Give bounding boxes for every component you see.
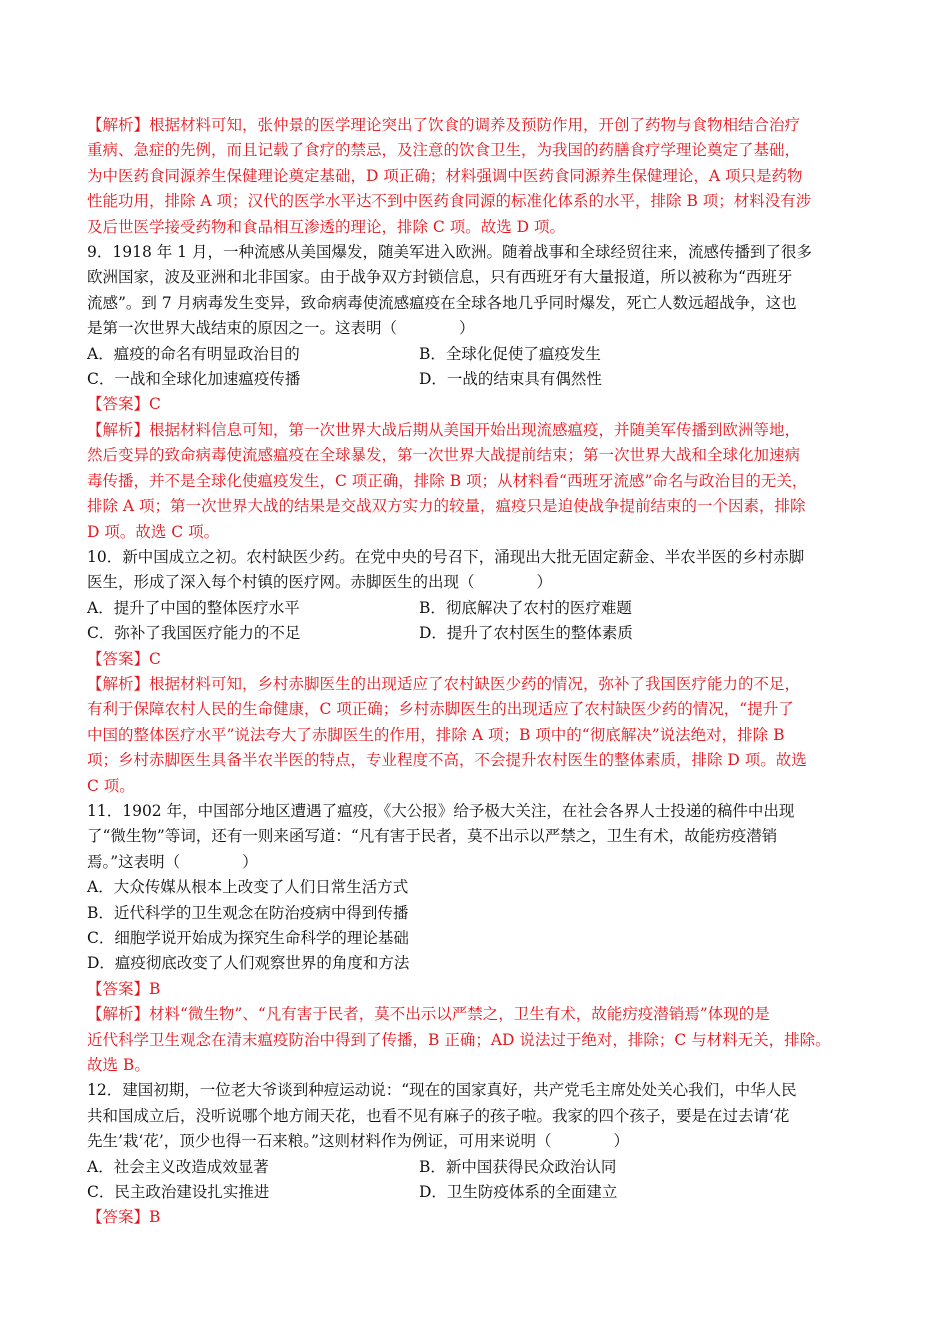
question-stem [87,1078,877,1154]
analysis-block [87,418,877,545]
answer-line: 【答案】C [87,649,161,668]
analysis-line: 【解析】根据材料信息可知，第一次世界大战后期从美国开始出现流感瘟疫，并随美军传播到欧洲等地， [87,420,801,439]
answer-block [87,977,877,1002]
analysis-line: 【解析】根据材料可知，乡村赤脚医生的出现适应了农村缺医少药的情况，弥补了我国医疗能力的不足， [87,674,801,693]
analysis-line: 然后变异的致命病毒使流感瘟疫在全球暴发，第一次世界大战提前结束；第一次世界大战和全球化加速病 [87,446,801,465]
analysis-block [87,672,877,799]
question-line: 了“微生物”等词，还有一则来函写道：“凡有害于民者，莫不出示以严禁之，卫生有术，故能疠疫潜销 [87,827,778,846]
analysis-line: 项；乡村赤脚医生具备半农半医的特点，专业程度不高，不会提升农村医生的整体素质，排除 D 项。故选 [87,751,807,770]
answer-block [87,647,877,672]
analysis-line: 中国的整体医疗水平”说法夸大了赤脚医生的作用，排除 A 项；B 项中的“彻底解决”说法绝对，排除 B [87,725,785,744]
question-stem [87,799,877,875]
analysis-line: 重病、急症的先例，而且记载了食疗的禁忌，及注意的饮食卫生，为我国的药膳食疗学理论奠定了基础， [87,141,801,160]
question-line: 医生，形成了深入每个村镇的医疗网。赤脚医生的出现（ ） [87,573,553,592]
analysis-line: 有利于保障农村人民的生命健康，C 项正确；乡村赤脚医生的出现适应了农村缺医少药的情况，“提升了 [87,700,794,719]
analysis-line: 毒传播，并不是全球化使瘟疫发生，C 项正确，排除 B 项；从材料看“西班牙流感”命名与政治目的无关， [87,471,808,490]
options-grid [87,1155,877,1206]
question-line: 欧洲国家，波及亚洲和北非国家。由于战争双方封锁信息，只有西班牙有大量报道，所以被称为“西班牙 [87,268,793,287]
options-row [87,342,877,367]
answer-line: 【答案】C [87,395,161,414]
question-line: 9．1918 年 1 月，一种流感从美国爆发，随美军进入欧洲。随着战事和全球经贸往来，流感传播到了很多 [87,243,812,262]
options-row [87,1155,877,1180]
options-row [87,596,877,621]
options-row [87,621,877,646]
question-line: 12．建国初期，一位老大爷谈到种痘运动说：“现在的国家真好，共产党毛主席处处关心我们，中华人民 [87,1081,797,1100]
option-item: A．瘟疫的命名有明显政治目的 [87,344,300,363]
analysis-line: 近代科学卫生观念在清末瘟疫防治中得到了传播，B 正确；AD 说法过于绝对，排除；C 与材料无关，排除。 [87,1030,831,1049]
options-grid [87,596,877,647]
option-item: B．近代科学的卫生观念在防治疫病中得到传播 [87,903,409,922]
question-line: 11．1902 年，中国部分地区遭遇了瘟疫，《大公报》给予极大关注，在社会各界人士投递的稿件中出现 [87,801,795,820]
analysis-line: C 项。 [87,776,135,795]
document-page [87,113,877,1231]
analysis-block [87,1002,877,1078]
analysis-block [87,113,877,240]
option-item: D．提升了农村医生的整体素质 [419,624,633,643]
question-stem [87,545,877,596]
option-item: C．弥补了我国医疗能力的不足 [87,624,301,643]
option-item: C．一战和全球化加速瘟疫传播 [87,370,301,389]
analysis-line: 及后世医学接受药物和食品相互渗透的理论，排除 C 项。故选 D 项。 [87,217,565,236]
option-item: B．全球化促使了瘟疫发生 [419,344,601,363]
option-item: D．瘟疫彻底改变了人们观察世界的角度和方法 [87,954,410,973]
question-line: 共和国成立后，没听说哪个地方闹天花，也看不见有麻子的孩子啦。我家的四个孩子，要是在过去请‘花 [87,1106,790,1125]
question-line: 是第一次世界大战结束的原因之一。这表明（ ） [87,319,475,338]
answer-line: 【答案】B [87,1208,161,1227]
analysis-line: 为中医药食同源养生保健理论奠定基础，D 项正确；材料强调中医药食同源养生保健理论，A 项只是药物 [87,166,803,185]
option-item: C．细胞学说开始成为探究生命科学的理论基础 [87,929,409,947]
option-item: A．提升了中国的整体医疗水平 [87,598,300,617]
options-list [87,875,877,977]
question-line: 焉。”这表明（ ） [87,852,258,871]
option-item: A．大众传媒从根本上改变了人们日常生活方式 [87,878,409,897]
analysis-line: D 项。故选 C 项。 [87,522,220,541]
question-stem [87,240,877,342]
options-grid [87,342,877,393]
option-item: D．一战的结束具有偶然性 [419,370,602,389]
analysis-line: 排除 A 项；第一次世界大战的结果是交战双方实力的较量，瘟疫只是迫使战争提前结束的一个因素，排除 [87,497,806,516]
option-item: D．卫生防疫体系的全面建立 [419,1183,618,1202]
options-row [87,367,877,392]
option-item: B．新中国获得民众政治认同 [419,1157,617,1176]
analysis-line: 【解析】材料“微生物”、“凡有害于民者，莫不出示以严禁之，卫生有术，故能疠疫潜销焉”体现的是 [87,1005,770,1024]
analysis-line: 【解析】根据材料可知，张仲景的医学理论突出了饮食的调养及预防作用，开创了药物与食物相结合治疗 [87,116,801,134]
analysis-line: 故选 B。 [87,1056,150,1075]
analysis-line: 性能功用，排除 A 项；汉代的医学水平达不到中医药食同源的标准化体系的水平，排除 B 项；材料没有涉 [87,192,812,211]
option-item: B．彻底解决了农村的医疗难题 [419,598,632,617]
option-item: C．民主政治建设扎实推进 [87,1183,270,1202]
question-line: 先生’栽‘花’，顶少也得一石来粮。”这则材料作为例证，可用来说明（ ） [87,1132,629,1151]
options-row [87,1180,877,1205]
option-item: A．社会主义改造成效显著 [87,1157,269,1176]
answer-block [87,1205,877,1230]
question-line: 流感”。到 7 月病毒发生变异，致命病毒使流感瘟疫在全球各地几乎同时爆发，死亡人数远超战争，这也 [87,293,797,312]
answer-line: 【答案】B [87,979,161,998]
question-line: 10．新中国成立之初。农村缺医少药。在党中央的号召下，涌现出大批无固定薪金、半农半医的乡村赤脚 [87,547,805,566]
answer-block [87,392,877,417]
